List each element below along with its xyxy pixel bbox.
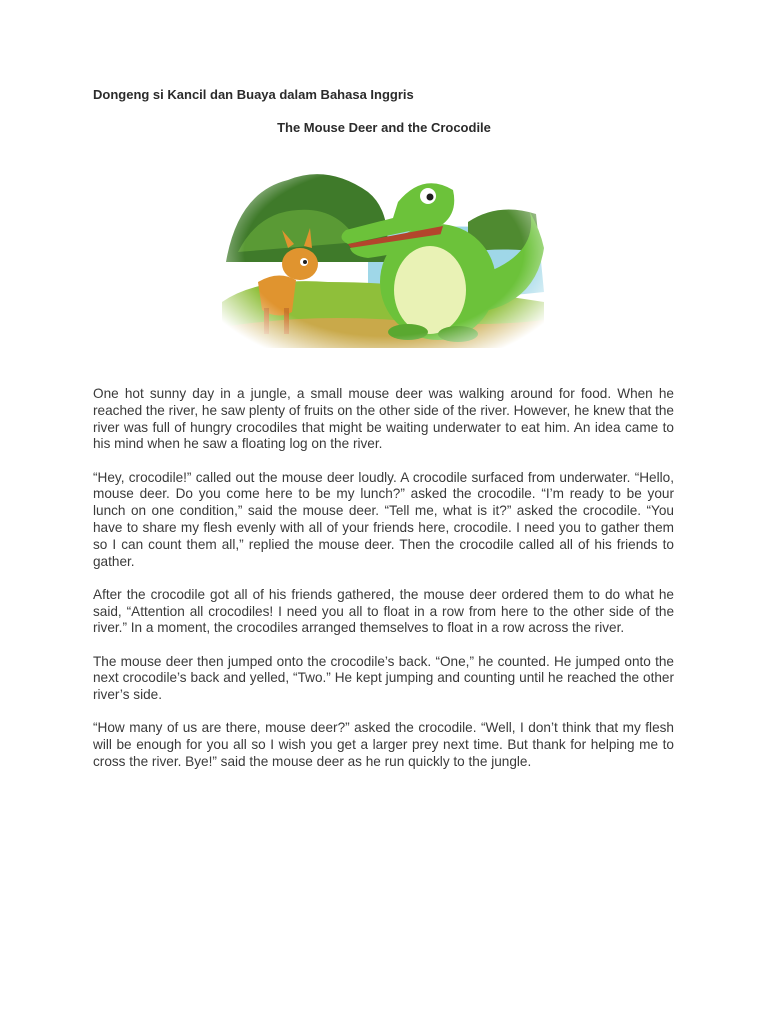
story-paragraph-4: The mouse deer then jumped onto the crocodile’s back. “One,” he counted. He jumped onto the next crocodile’s back and yelled, “Two.” He kept jumping and counting until he reached the other river’s side. <box>93 653 674 703</box>
story-title: The Mouse Deer and the Crocodile <box>277 120 491 135</box>
story-paragraph-1: One hot sunny day in a jungle, a small mouse deer was walking around for food. When he reached the river, he saw plenty of fruits on the other side of the river. However, he knew that the river was full of hungry crocodiles that might be waiting underwater to eat him. An idea came to his mind when he saw a floating log on the river. <box>93 386 674 452</box>
story-paragraph-5: “How many of us are there, mouse deer?” asked the crocodile. “Well, I don’t think that my flesh will be enough for you all so I wish you get a larger prey next time. But thank for helping me to cross the river. Bye!” said the mouse deer as he run quickly to the jungle. <box>93 720 674 769</box>
story-paragraph-2: “Hey, crocodile!” called out the mouse deer loudly. A crocodile surfaced from underwater. “Hello, mouse deer. Do you come here to be my lunch?” asked the crocodile. “I’m ready to be your lunch on one condition,” said the mouse deer. “Tell me, what is it?” asked the crocodile. “You have to share my flesh evenly with all of your friends here, crocodile. I need you to gather them so I can count them all,” replied the mouse deer. Then the crocodile called all of his friends to gather. <box>93 469 674 569</box>
story-body <box>93 386 674 787</box>
illustration-image <box>218 152 550 352</box>
story-illustration <box>218 152 550 352</box>
story-paragraph-3: After the crocodile got all of his friends gathered, the mouse deer ordered them to do what he said, “Attention all crocodiles! I need you all to float in a row from here to the other side of the river.” In a moment, the crocodiles arranged themselves to float in a row across the river. <box>93 586 674 636</box>
document-heading: Dongeng si Kancil dan Buaya dalam Bahasa Inggris <box>93 87 414 102</box>
